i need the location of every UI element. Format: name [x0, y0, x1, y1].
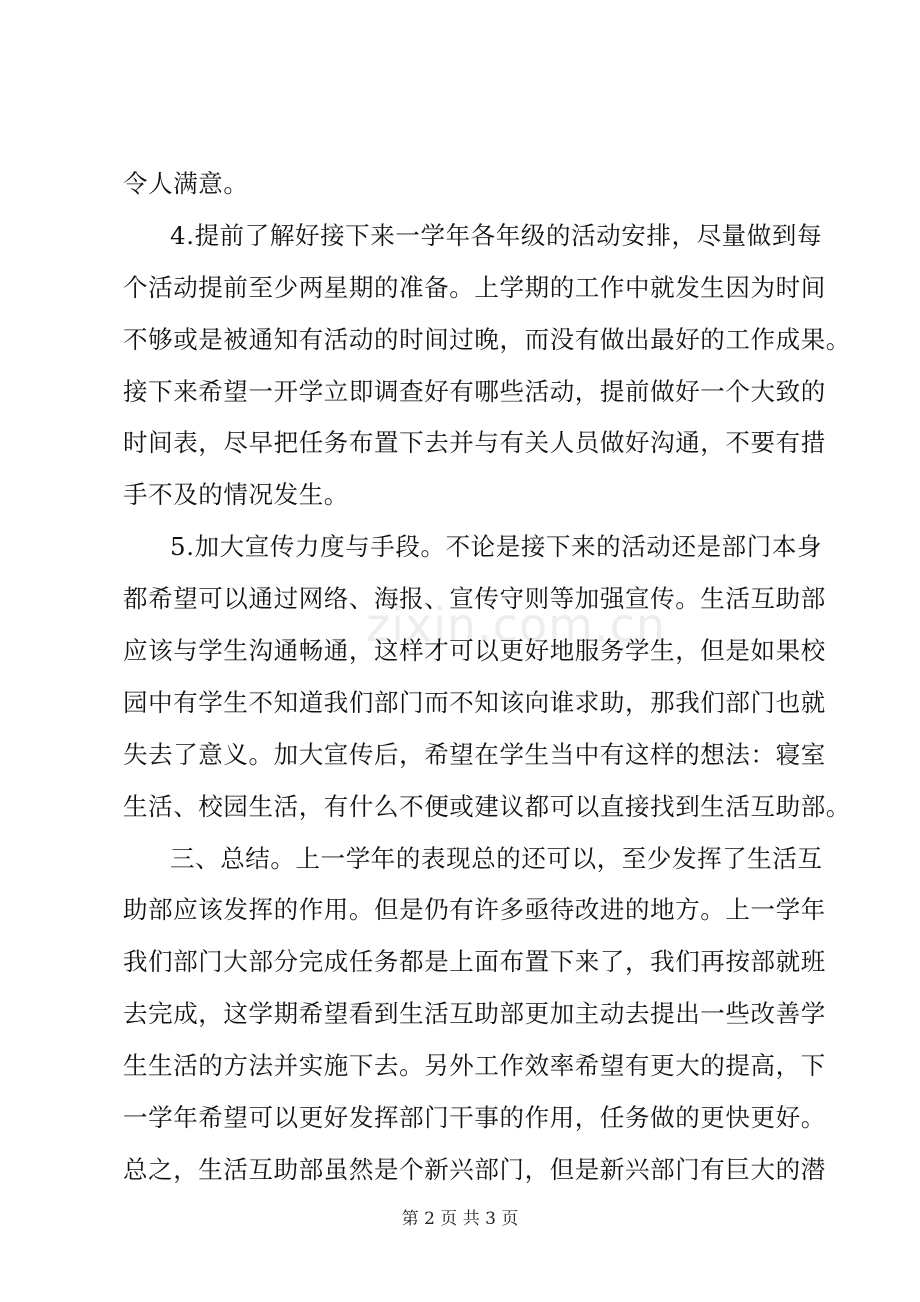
- text-line: 我们部门大部分完成任务都是上面布置下来了，我们再按部就班: [123, 947, 826, 977]
- text-line: 助部应该发挥的作用。但是仍有许多亟待改进的地方。上一学年: [123, 895, 826, 925]
- text-line: 一学年希望可以更好发挥部门干事的作用，任务做的更快更好。: [123, 1103, 826, 1133]
- text-line: 时间表，尽早把任务布置下去并与有关人员做好沟通，不要有措: [123, 428, 826, 458]
- document-body: [123, 158, 851, 1196]
- text-line: 失去了意义。加大宣传后，希望在学生当中有这样的想法：寝室: [123, 739, 826, 769]
- text-line: 不够或是被通知有活动的时间过晚，而没有做出最好的工作成果。: [123, 324, 851, 354]
- paragraph-5-start: 5.加大宣传力度与手段。不论是接下来的活动还是部门本身: [170, 532, 823, 562]
- text-line: 手不及的情况发生。: [123, 480, 349, 510]
- paragraph-summary-start: 三、总结。上一学年的表现总的还可以，至少发挥了生活互: [170, 843, 823, 873]
- text-line: 令人满意。: [123, 169, 249, 198]
- text-line: 去完成，这学期希望看到生活互助部更加主动去提出一些改善学: [123, 999, 826, 1029]
- text-line: 应该与学生沟通畅通，这样才可以更好地服务学生，但是如果校: [123, 636, 826, 666]
- text-line: 都希望可以通过网络、海报、宣传守则等加强宣传。生活互助部: [123, 584, 826, 614]
- watermark: zixin.com.cn: [366, 598, 667, 652]
- text-line: 总之，生活互助部虽然是个新兴部门，但是新兴部门有巨大的潜: [123, 1154, 826, 1184]
- paragraph-4-start: 4.提前了解好接下来一学年各年级的活动安排，尽量做到每: [170, 220, 823, 250]
- text-line: 个活动提前至少两星期的准备。上学期的工作中就发生因为时间: [123, 272, 826, 302]
- page-footer: 第 2 页 共 3 页: [401, 1209, 519, 1229]
- text-line: 生活、校园生活，有什么不便或建议都可以直接找到生活互助部。: [123, 791, 851, 821]
- text-line: 生生活的方法并实施下去。另外工作效率希望有更大的提高，下: [123, 1051, 826, 1081]
- text-line: 园中有学生不知道我们部门而不知该向谁求助，那我们部门也就: [123, 687, 826, 717]
- text-line: 接下来希望一开学立即调查好有哪些活动，提前做好一个大致的: [123, 376, 826, 406]
